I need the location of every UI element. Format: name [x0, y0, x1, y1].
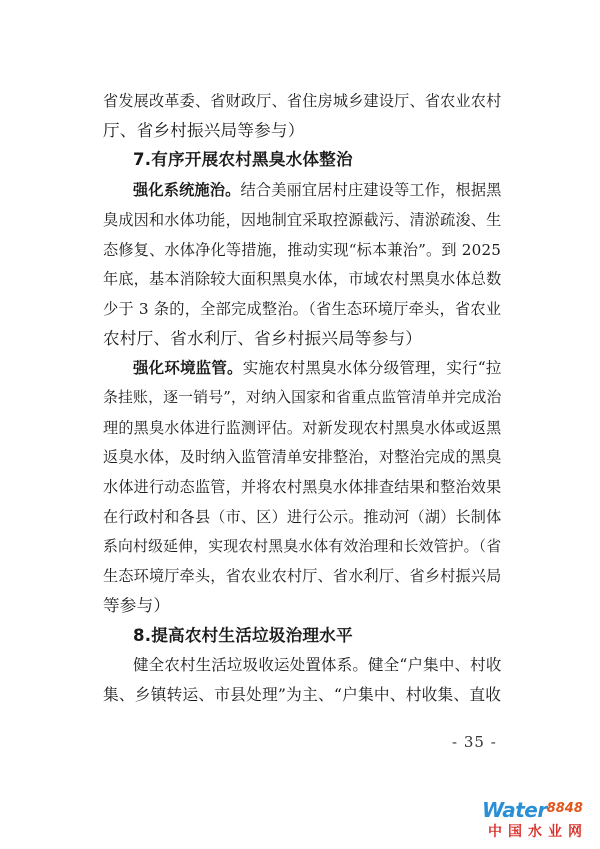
paragraph-text: 返臭水体，及时纳入监管清单安排整治，对整治完成的黑臭 [103, 448, 502, 467]
logo-chinese-name: 中国水业网 [488, 824, 588, 840]
paragraph-text: 条挂账，逐一销号”，对纳入国家和省重点监管清单并完成治 [103, 389, 502, 406]
paragraph-text: 理的黑臭水体进行监测评估。对新发现农村黑臭水体或返黑 [103, 418, 502, 437]
paragraph-text: 厅、省乡村振兴局等参与） [103, 120, 305, 140]
body-text-line [103, 116, 503, 146]
section-heading-text: 7.有序开展农村黑臭水体整治 [133, 150, 353, 170]
logo-number: 8848 [546, 801, 583, 816]
body-text-line [103, 413, 503, 443]
paragraph-text: 水体进行动态监管，并将农村黑臭水体排查结果和整治效果 [103, 478, 502, 497]
paragraph-text: 实施农村黑臭水体分级管理，实行“拉 [242, 359, 502, 378]
body-text-line [103, 235, 503, 265]
body-text-line [103, 294, 503, 324]
body-text-line [103, 86, 503, 116]
paragraph-text: 在行政村和各县（市、区）进行公示。推动河（湖）长制体 [103, 507, 502, 526]
document-body [103, 0, 503, 849]
paragraph-text: 臭成因和水体功能，因地制宜采取控源截污、清淤疏浚、生 [103, 210, 502, 229]
paragraph-text: 少于 3 条的，全部完成整治。（省生态环境厅牵头，省农业 [103, 299, 502, 318]
section-heading-text: 8.提高农村生活垃圾治理水平 [133, 625, 353, 645]
page-number: - 35 - [452, 733, 497, 751]
paragraph-lead-phrase: 强化环境监管。 [133, 358, 243, 378]
paragraph-text: 年底，基本消除较大面积黑臭水体，市域农村黑臭水体总数 [103, 270, 502, 289]
body-text-line [103, 502, 503, 532]
paragraph-text: 农村厅、省水利厅、省乡村振兴局等参与） [103, 328, 423, 348]
paragraph-text: 结合美丽宜居村庄建设等工作，根据黑 [240, 181, 502, 200]
paragraph-text: 省发展改革委、省财政厅、省住房城乡建设厅、省农业农村 [103, 92, 502, 110]
paragraph-text: 健全农村生活垃圾收运处置体系。健全“户集中、村收 [133, 656, 502, 675]
paragraph-lead-phrase: 强化系统施治。 [133, 181, 241, 200]
body-text-line [103, 561, 503, 591]
body-text-line [103, 472, 503, 502]
body-text-line [103, 383, 503, 413]
body-text-line [103, 264, 503, 294]
body-text-line [103, 532, 503, 562]
logo-wordmark [482, 797, 583, 821]
section-heading [103, 621, 503, 651]
body-text-line [103, 442, 503, 472]
paragraph-text: 等参与） [103, 595, 171, 615]
paragraph-first-line [103, 353, 503, 383]
body-text-line [103, 324, 503, 354]
body-text-line [103, 205, 503, 235]
body-text-line [103, 591, 503, 621]
paragraph-text: 集、乡镇转运、市县处理”为主、“户集中、村收集、直收 [103, 685, 502, 704]
paragraph-text: 生态环境厅牵头，省农业农村厅、省水利厅、省乡村振兴局 [103, 567, 502, 586]
body-text-line [103, 680, 503, 710]
paragraph-text: 系向村级延伸，实现农村黑臭水体有效治理和长效管护。（省 [103, 537, 502, 555]
logo-brand: Water [482, 798, 547, 822]
paragraph-text: 态修复、水体净化等措施，推动实现“标本兼治”。到 2025 [103, 240, 502, 259]
paragraph-first-line [103, 175, 503, 205]
paragraph-first-line [103, 650, 503, 680]
section-heading [103, 145, 503, 175]
watermark-logo [482, 797, 594, 845]
